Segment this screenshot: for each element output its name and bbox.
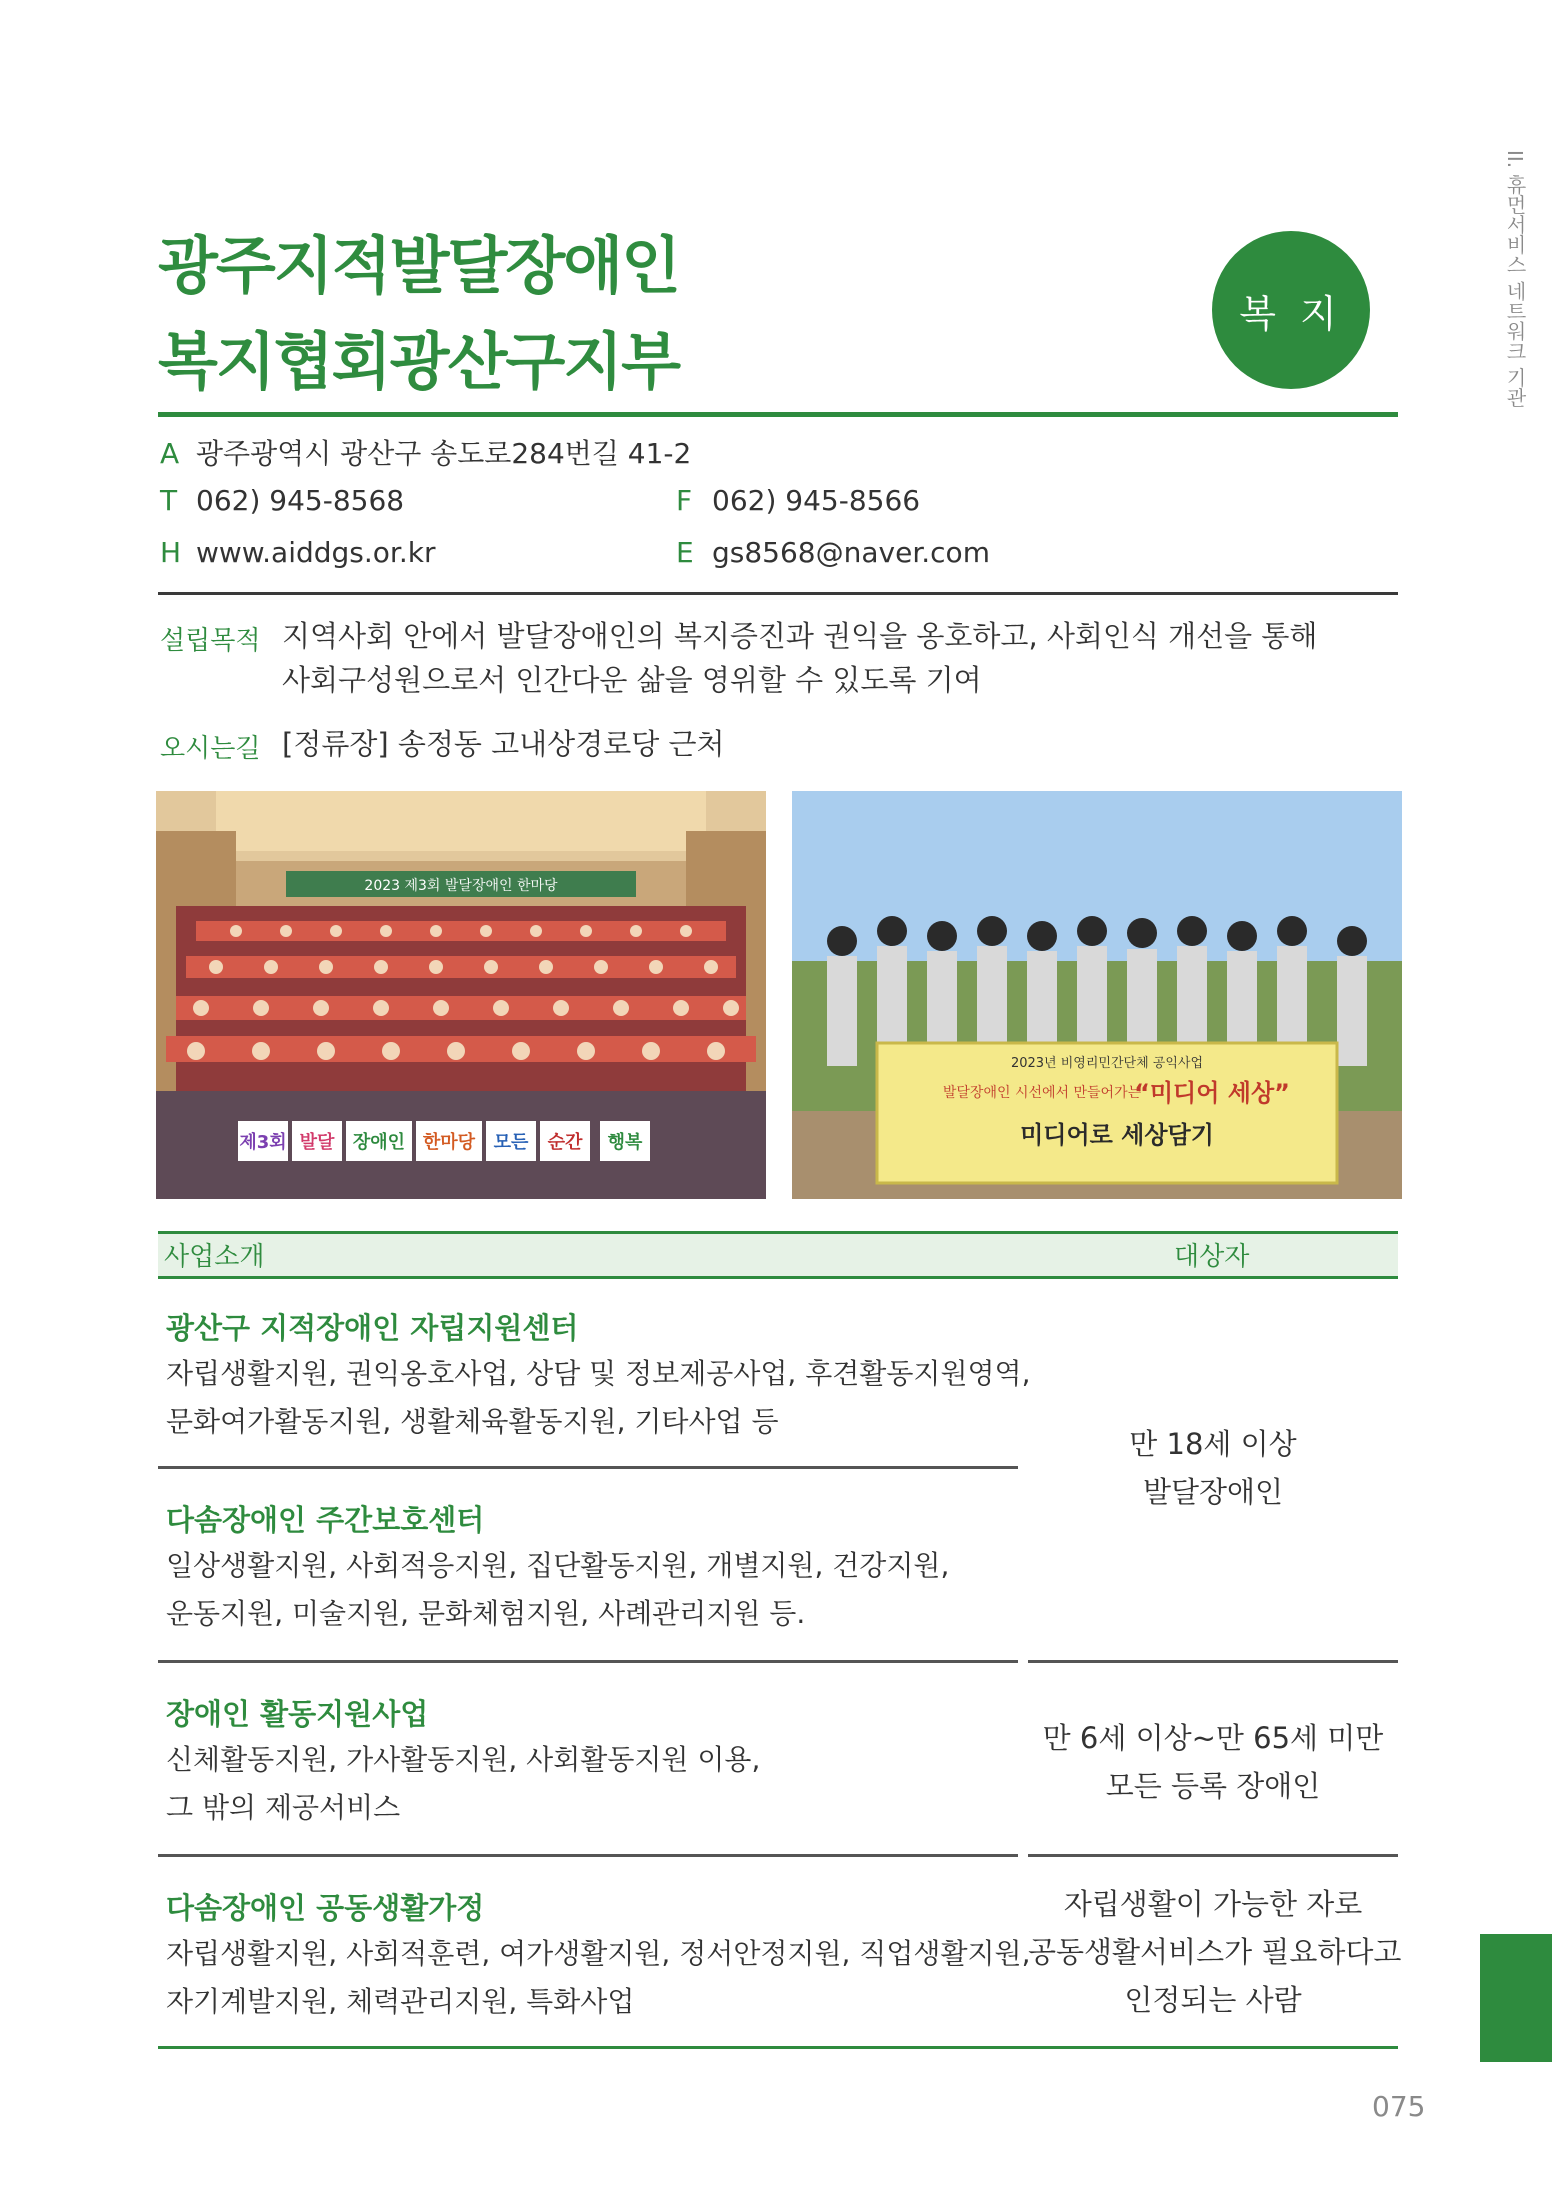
group-banner-main2: 미디어로 세상담기	[1020, 1121, 1214, 1149]
program-desc-3a: 신체활동지원, 가사활동지원, 사회활동지원 이용,	[166, 1743, 761, 1776]
email-row	[676, 536, 990, 569]
sign-4: 한마당	[422, 1132, 476, 1153]
event-photo-auditorium	[156, 791, 766, 1199]
page-number: 075	[1372, 2090, 1426, 2123]
page-title	[158, 218, 679, 410]
group-banner-sub: 발달장애인 시선에서 만들어가는	[942, 1085, 1142, 1101]
contact-divider	[158, 592, 1398, 595]
email-key: E	[676, 536, 694, 569]
event-photo-group	[792, 791, 1402, 1199]
program-title-4: 다솜장애인 공동생활가정	[166, 1891, 485, 1925]
title-line-2: 복지협회광산구지부	[158, 325, 680, 398]
target-group-3	[1028, 1880, 1402, 2024]
col-target-header: 대상자	[1174, 1242, 1250, 1272]
purpose-text-line-1: 지역사회 안에서 발달장애인의 복지증진과 권익을 옹호하고, 사회인식 개선을 통해	[282, 619, 1318, 653]
target-group-2	[1028, 1714, 1398, 1810]
program-desc-1a: 자립생활지원, 권익옹호사업, 상담 및 정보제공사업, 후견활동지원영역,	[166, 1357, 1031, 1390]
program-title-1: 광산구 지적장애인 자립지원센터	[166, 1311, 579, 1345]
sign-1: 제3회	[239, 1132, 287, 1153]
target-1-line-2: 발달장애인	[1142, 1475, 1284, 1509]
sign-5: 모든	[493, 1132, 529, 1153]
title-line-1: 광주지적발달장애인	[158, 229, 680, 302]
target-2-line-1: 만 6세 이상~만 65세 미만	[1042, 1721, 1384, 1755]
address-value: 광주광역시 광산구 송도로284번길 41-2	[196, 437, 692, 470]
title-divider	[158, 412, 1398, 417]
row-divider-b	[158, 1854, 1018, 1857]
program-desc-3b: 그 밖의 제공서비스	[166, 1791, 401, 1824]
target-3-line-1: 자립생활이 가능한 자로	[1063, 1887, 1363, 1921]
fax-key: F	[676, 484, 693, 517]
fax-row	[676, 484, 920, 517]
program-desc-2a: 일상생활지원, 사회적응지원, 집단활동지원, 개별지원, 건강지원,	[166, 1549, 950, 1582]
sign-7: 행복	[607, 1132, 643, 1153]
homepage-link[interactable]: www.aiddgs.or.kr	[196, 536, 436, 569]
group-banner-main: “미디어 세상”	[1134, 1079, 1290, 1107]
program-desc-4a: 자립생활지원, 사회적훈련, 여가생활지원, 정서안정지원, 직업생활지원,	[166, 1937, 1031, 1970]
tel-key: T	[160, 484, 178, 517]
row-divider-b-target	[1028, 1854, 1398, 1857]
directions-text: [정류장] 송정동 고내상경로당 근처	[282, 727, 725, 761]
col-program-header: 사업소개	[164, 1242, 265, 1272]
chapter-tab-marker	[1480, 1934, 1552, 2062]
program-desc-2b: 운동지원, 미술지원, 문화체험지원, 사례관리지원 등.	[166, 1597, 806, 1630]
auditorium-banner-text: 2023 제3회 발달장애인 한마당	[364, 878, 558, 894]
group-photo-illustration	[792, 791, 1402, 1199]
purpose-text-line-2: 사회구성원으로서 인간다운 삶을 영위할 수 있도록 기여	[282, 663, 982, 697]
target-group-1	[1028, 1420, 1398, 1516]
target-3-line-3: 인정되는 사람	[1124, 1983, 1302, 2017]
fax-value: 062) 945-8566	[712, 484, 921, 517]
program-desc-4b: 자기계발지원, 체력관리지원, 특화사업	[166, 1985, 635, 2018]
target-1-line-1: 만 18세 이상	[1129, 1427, 1297, 1461]
sign-2: 발달	[299, 1132, 335, 1153]
email-link[interactable]: gs8568@naver.com	[712, 536, 990, 569]
address-key: A	[160, 437, 180, 470]
sign-3: 장애인	[352, 1132, 406, 1153]
row-divider-a	[158, 1660, 1018, 1663]
program-title-3: 장애인 활동지원사업	[166, 1697, 429, 1731]
target-3-line-2: 공동생활서비스가 필요하다고	[1028, 1935, 1402, 1969]
directions-label: 오시는길	[160, 734, 261, 764]
chapter-side-label: II. 휴먼서비스 네트워크 기관	[1503, 150, 1527, 408]
target-2-line-2: 모든 등록 장애인	[1105, 1769, 1321, 1803]
program-desc-1b: 문화여가활동지원, 생활체육활동지원, 기타사업 등	[166, 1405, 779, 1438]
group-banner-top: 2023년 비영리민간단체 공익사업	[1010, 1056, 1204, 1071]
homepage-key: H	[160, 536, 182, 569]
address-row	[160, 432, 691, 472]
program-title-2: 다솜장애인 주간보호센터	[166, 1503, 485, 1537]
row-divider-a-target	[1028, 1660, 1398, 1663]
auditorium-illustration	[156, 791, 766, 1199]
category-badge: 복 지	[1212, 231, 1370, 389]
tel-value: 062) 945-8568	[196, 484, 405, 517]
table-bottom-rule	[158, 2046, 1398, 2049]
purpose-label: 설립목적	[160, 626, 261, 656]
homepage-row	[160, 536, 435, 569]
sign-6: 순간	[547, 1132, 583, 1153]
program-divider-1	[158, 1466, 1018, 1469]
tel-row	[160, 484, 404, 517]
